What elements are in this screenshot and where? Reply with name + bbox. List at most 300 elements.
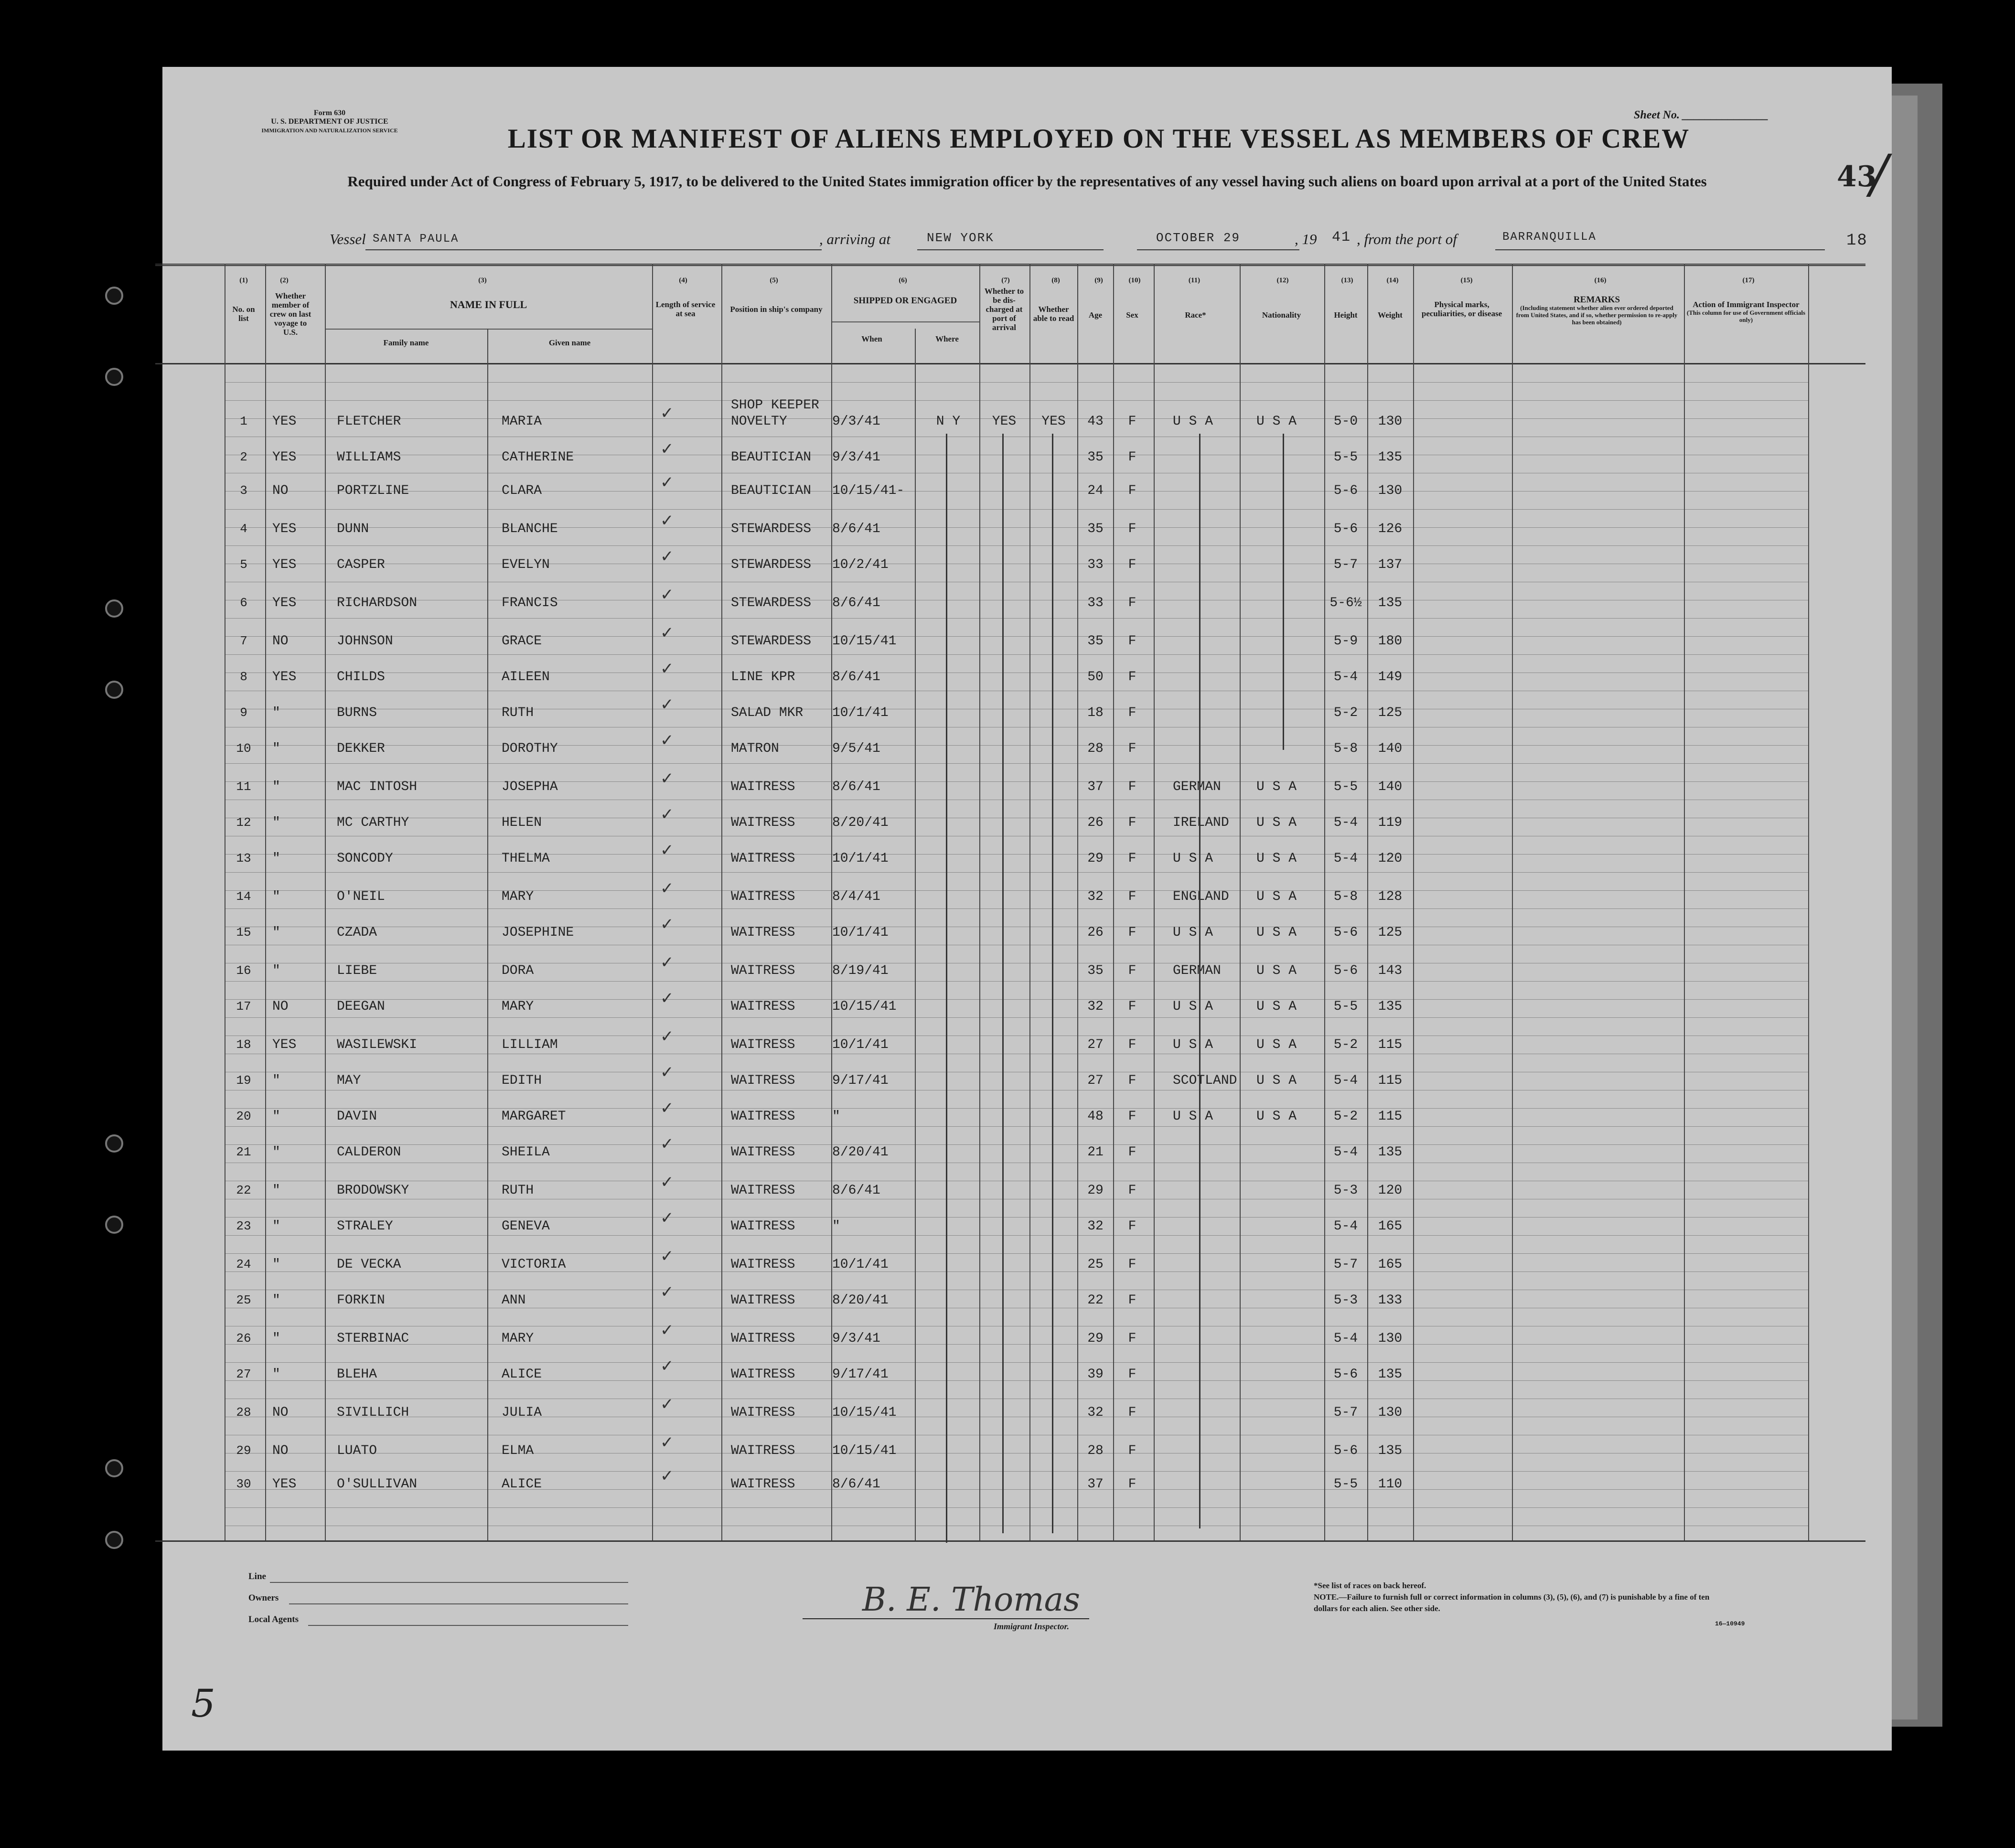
cell-no: 26	[236, 1331, 251, 1346]
binder-hole	[105, 1531, 123, 1549]
cell-sex: F	[1128, 483, 1136, 498]
check-mark-icon: ✓	[660, 1357, 674, 1375]
cell-sex: F	[1128, 705, 1136, 720]
cell-member: YES	[272, 522, 297, 536]
cell-when: 8/6/41	[832, 522, 880, 536]
column-rule	[1808, 264, 1809, 1540]
cell-discharged: YES	[992, 414, 1017, 429]
column-rule	[1684, 264, 1685, 1540]
cell-when: 10/1/41	[832, 1037, 889, 1052]
cell-member: "	[272, 889, 280, 904]
cell-given: MARY	[502, 1331, 534, 1346]
cell-height: 5-3	[1333, 1293, 1358, 1308]
header-subrule	[831, 321, 979, 322]
cell-position: WAITRESS	[731, 1405, 795, 1420]
cell-sex: F	[1128, 741, 1136, 756]
check-mark-icon: ✓	[660, 1064, 674, 1081]
cell-position: STEWARDESS	[731, 557, 812, 572]
cell-nat: U S A	[1256, 815, 1297, 830]
cell-no: 12	[236, 815, 251, 830]
from-port-label: , from the port of	[1357, 231, 1457, 247]
cell-no: 8	[240, 670, 247, 684]
cell-position: STEWARDESS	[731, 522, 812, 536]
column-number: (2)	[280, 277, 289, 284]
header-bottom-rule	[155, 363, 1865, 364]
check-mark-icon: ✓	[660, 1396, 674, 1413]
cell-family: DE VECKA	[337, 1257, 401, 1272]
footer-agents-label: Local Agents	[248, 1614, 299, 1624]
check-mark-icon: ✓	[660, 880, 674, 897]
cell-member: NO	[272, 999, 289, 1014]
cell-given: MARGARET	[502, 1109, 566, 1124]
cell-no: 27	[236, 1367, 251, 1381]
cell-read: YES	[1041, 414, 1066, 429]
cell-family: DEEGAN	[337, 999, 385, 1014]
cell-position: NOVELTY	[731, 414, 787, 429]
cell-weight: 135	[1378, 999, 1403, 1014]
ledger-rule	[225, 763, 1808, 764]
cell-no: 5	[240, 557, 247, 572]
cell-position: SALAD MKR	[731, 705, 804, 720]
cell-weight: 110	[1378, 1477, 1403, 1492]
cell-sex: F	[1128, 1109, 1136, 1124]
cell-sex: F	[1128, 557, 1136, 572]
cell-when: 9/3/41	[832, 450, 880, 465]
cell-position: WAITRESS	[731, 1037, 795, 1052]
cell-weight: 120	[1378, 1183, 1403, 1198]
ditto-stroke	[946, 434, 947, 1543]
check-mark-icon: ✓	[660, 1135, 674, 1153]
cell-family: RICHARDSON	[337, 596, 418, 610]
cell-age: 32	[1087, 999, 1104, 1014]
cell-family: PORTZLINE	[337, 483, 409, 498]
binder-hole	[105, 599, 123, 618]
check-mark-icon: ✓	[660, 806, 674, 823]
cell-when: 8/4/41	[832, 889, 880, 904]
cell-member: NO	[272, 1405, 289, 1420]
cell-race: SCOTLAND	[1173, 1073, 1237, 1088]
cell-position: WAITRESS	[731, 1183, 795, 1198]
form-header	[162, 109, 497, 135]
cell-sex: F	[1128, 1443, 1136, 1458]
cell-when: 9/17/41	[832, 1073, 889, 1088]
header-when: When	[861, 334, 882, 343]
cell-position: WAITRESS	[731, 1073, 795, 1088]
cell-no: 7	[240, 634, 247, 648]
cell-no: 19	[236, 1073, 251, 1088]
cell-no: 11	[236, 780, 251, 794]
cell-height: 5-5	[1333, 450, 1358, 465]
cell-when: 8/20/41	[832, 815, 889, 830]
service-name: IMMIGRATION AND NATURALIZATION SERVICE	[261, 127, 398, 134]
cell-position: WAITRESS	[731, 1443, 795, 1458]
cell-nat: U S A	[1256, 963, 1297, 978]
cell-weight: 137	[1378, 557, 1403, 572]
column-rule	[265, 264, 266, 1540]
cell-member: NO	[272, 634, 289, 649]
cell-age: 35	[1087, 634, 1104, 649]
cell-when: 10/2/41	[832, 557, 889, 572]
header-race: Race*	[1185, 310, 1206, 320]
cell-height: 5-8	[1333, 741, 1358, 756]
corner-slash-mark: /	[1870, 143, 1888, 204]
cell-race: GERMAN	[1173, 963, 1221, 978]
vessel-name: SANTA PAULA	[373, 233, 459, 246]
cell-member: "	[272, 1219, 280, 1234]
cell-when: "	[832, 1219, 840, 1234]
cell-nat: U S A	[1256, 851, 1297, 866]
column-number: (15)	[1460, 277, 1473, 284]
cell-family: BRODOWSKY	[337, 1183, 409, 1198]
header-given-name: Given name	[548, 338, 591, 347]
cell-sex: F	[1128, 1219, 1136, 1234]
cell-age: 32	[1087, 1219, 1104, 1234]
cell-given: GENEVA	[502, 1219, 550, 1234]
check-mark-icon: ✓	[660, 770, 674, 788]
cell-position-line1: SHOP KEEPER	[731, 398, 819, 413]
cell-weight: 128	[1378, 889, 1403, 904]
column-rule	[1077, 264, 1078, 1540]
cell-nat: U S A	[1256, 1037, 1297, 1052]
check-mark-icon: ✓	[660, 548, 674, 566]
document-subtitle: Required under Act of Congress of February 5, 1917, to be delivered to the United States immigration officer by the representatives of any vessel having such aliens on board upon arrival at a port of the United States	[347, 173, 1707, 190]
cell-age: 32	[1087, 889, 1104, 904]
cell-race: ENGLAND	[1173, 889, 1229, 904]
header-position: Position in ship's company	[730, 305, 823, 314]
cell-when: 10/1/41	[832, 851, 889, 866]
cell-weight: 135	[1378, 1443, 1403, 1458]
manifest-sheet	[162, 67, 1892, 1751]
arrival-year: 41	[1332, 229, 1351, 246]
cell-race: IRELAND	[1173, 815, 1229, 830]
cell-age: 33	[1087, 557, 1104, 572]
cell-no: 4	[240, 522, 247, 536]
header-discharged: Whether to be dis-charged at port of arrival	[984, 287, 1024, 332]
cell-race: U S A	[1173, 925, 1213, 940]
cell-position: WAITRESS	[731, 1331, 795, 1346]
check-mark-icon: ✓	[660, 1100, 674, 1117]
cell-member: "	[272, 815, 280, 830]
cell-position: WAITRESS	[731, 1109, 795, 1124]
cell-no: 18	[236, 1037, 251, 1052]
cell-nat: U S A	[1256, 414, 1297, 429]
column-number: (16)	[1594, 277, 1607, 284]
ledger-rule	[225, 382, 1808, 383]
cell-sex: F	[1128, 1293, 1136, 1308]
cell-weight: 119	[1378, 815, 1403, 830]
header-able-to-read: Whether able to read	[1033, 305, 1074, 323]
cell-family: SONCODY	[337, 851, 393, 866]
cell-age: 26	[1087, 925, 1104, 940]
header-height: Height	[1334, 310, 1358, 320]
cell-given: VICTORIA	[502, 1257, 566, 1272]
header-physical-marks: Physical marks, peculiarities, or disease	[1421, 300, 1502, 318]
cell-member: YES	[272, 557, 297, 572]
cell-position: WAITRESS	[731, 851, 795, 866]
cell-weight: 115	[1378, 1073, 1403, 1088]
cell-no: 13	[236, 851, 251, 865]
cell-no: 30	[236, 1477, 251, 1491]
cell-sex: F	[1128, 596, 1136, 610]
cell-sex: F	[1128, 1037, 1136, 1052]
cell-no: 28	[236, 1405, 251, 1420]
cell-sex: F	[1128, 1183, 1136, 1198]
cell-height: 5-6	[1333, 963, 1358, 978]
cell-sex: F	[1128, 1257, 1136, 1272]
cell-member: "	[272, 1331, 280, 1346]
binder-hole	[105, 287, 123, 305]
cell-age: 37	[1087, 1477, 1104, 1492]
footer-owners-label: Owners	[248, 1593, 279, 1603]
check-mark-icon: ✓	[660, 474, 674, 491]
check-mark-icon: ✓	[660, 696, 674, 714]
cell-sex: F	[1128, 1073, 1136, 1088]
cell-weight: 149	[1378, 670, 1403, 684]
column-number: (4)	[679, 277, 687, 284]
cell-weight: 115	[1378, 1109, 1403, 1124]
cell-height: 5-8	[1333, 889, 1358, 904]
cell-no: 14	[236, 889, 251, 904]
cell-family: CASPER	[337, 557, 385, 572]
cell-when: 8/6/41	[832, 670, 880, 684]
cell-where: N Y	[936, 414, 961, 429]
header-sex: Sex	[1126, 310, 1138, 320]
cell-position: WAITRESS	[731, 1367, 795, 1382]
cell-sex: F	[1128, 780, 1136, 794]
cell-age: 25	[1087, 1257, 1104, 1272]
cell-when: 8/6/41	[832, 1183, 880, 1198]
cell-age: 35	[1087, 963, 1104, 978]
cell-height: 5-4	[1333, 1073, 1358, 1088]
cell-weight: 130	[1378, 483, 1403, 498]
department-name: U. S. DEPARTMENT OF JUSTICE	[271, 118, 388, 126]
cell-age: 39	[1087, 1367, 1104, 1382]
cell-given: JOSEPHINE	[502, 925, 574, 940]
cell-no: 16	[236, 963, 251, 978]
cell-weight: 135	[1378, 1367, 1403, 1382]
column-rule	[1512, 264, 1513, 1540]
cell-given: MARY	[502, 999, 534, 1014]
cell-nat: U S A	[1256, 780, 1297, 794]
column-number: (13)	[1341, 277, 1353, 284]
cell-weight: 125	[1378, 705, 1403, 720]
cell-position: WAITRESS	[731, 780, 795, 794]
cell-nat: U S A	[1256, 999, 1297, 1014]
column-rule	[487, 329, 488, 1540]
cell-age: 21	[1087, 1145, 1104, 1160]
ledger-rule	[225, 1471, 1808, 1472]
cell-given: ELMA	[502, 1443, 534, 1458]
column-rule	[1413, 264, 1414, 1540]
cell-given: ALICE	[502, 1477, 542, 1492]
cell-no: 3	[240, 483, 247, 498]
cell-family: MAY	[337, 1073, 361, 1088]
cell-member: NO	[272, 1443, 289, 1458]
cell-age: 27	[1087, 1073, 1104, 1088]
cell-when: 10/15/41-	[832, 483, 905, 498]
ledger-rule	[225, 1507, 1808, 1508]
cell-height: 5-7	[1333, 557, 1358, 572]
column-rule	[325, 264, 326, 1540]
cell-family: MAC INTOSH	[337, 780, 418, 794]
cell-family: WILLIAMS	[337, 450, 401, 465]
margin-number: 5	[191, 1681, 215, 1726]
header-member-last-voyage: Whether member of crew on last voyage to U.S.	[269, 291, 311, 337]
cell-height: 5-4	[1333, 1331, 1358, 1346]
form-code: 16—10949	[1715, 1620, 1745, 1627]
cell-given: ANN	[502, 1293, 526, 1308]
cell-nat: U S A	[1256, 925, 1297, 940]
check-mark-icon: ✓	[660, 1283, 674, 1301]
ditto-stroke	[1002, 434, 1004, 1533]
cell-height: 5-5	[1333, 999, 1358, 1014]
column-rule	[1029, 264, 1030, 1540]
cell-no: 6	[240, 596, 247, 610]
ledger-rule	[225, 1235, 1808, 1236]
cell-weight: 126	[1378, 522, 1403, 536]
check-mark-icon: ✓	[660, 1467, 674, 1485]
cell-position: WAITRESS	[731, 1219, 795, 1234]
check-mark-icon: ✓	[660, 660, 674, 678]
cell-when: 10/15/41	[832, 634, 897, 649]
cell-position: WAITRESS	[731, 889, 795, 904]
cell-given: DORA	[502, 963, 534, 978]
cell-position: WAITRESS	[731, 1477, 795, 1492]
arrival-date: OCTOBER 29	[1156, 231, 1241, 245]
cell-position: WAITRESS	[731, 999, 795, 1014]
cell-age: 29	[1087, 851, 1104, 866]
cell-when: 8/20/41	[832, 1145, 889, 1160]
cell-position: STEWARDESS	[731, 634, 812, 649]
check-mark-icon: ✓	[660, 512, 674, 530]
cell-given: RUTH	[502, 705, 534, 720]
date-underline	[1137, 249, 1299, 250]
cell-height: 5-2	[1333, 705, 1358, 720]
cell-sex: F	[1128, 1405, 1136, 1420]
cell-family: O'SULLIVAN	[337, 1477, 418, 1492]
cell-age: 18	[1087, 705, 1104, 720]
cell-given: GRACE	[502, 634, 542, 649]
header-age: Age	[1088, 310, 1103, 320]
cell-family: BLEHA	[337, 1367, 377, 1382]
cell-position: WAITRESS	[731, 1257, 795, 1272]
header-nationality: Nationality	[1262, 310, 1301, 320]
cell-height: 5-2	[1333, 1109, 1358, 1124]
cell-height: 5-4	[1333, 1145, 1358, 1160]
cell-weight: 135	[1378, 596, 1403, 610]
cell-sex: F	[1128, 450, 1136, 465]
cell-weight: 180	[1378, 634, 1403, 649]
cell-weight: 135	[1378, 450, 1403, 465]
cell-position: MATRON	[731, 741, 779, 756]
ledger-rule	[225, 908, 1808, 909]
cell-weight: 143	[1378, 963, 1403, 978]
cell-member: "	[272, 1183, 280, 1198]
cell-when: 9/3/41	[832, 1331, 880, 1346]
cell-weight: 120	[1378, 851, 1403, 866]
inspector-signature: B. E. Thomas	[862, 1581, 1081, 1619]
cell-age: 50	[1087, 670, 1104, 684]
cell-when: 10/1/41	[832, 1257, 889, 1272]
cell-no: 15	[236, 925, 251, 940]
cell-family: CALDERON	[337, 1145, 401, 1160]
check-mark-icon: ✓	[660, 954, 674, 972]
ledger-rule	[225, 654, 1808, 655]
cell-sex: F	[1128, 1331, 1136, 1346]
cell-age: 48	[1087, 1109, 1104, 1124]
ledger-rule	[225, 1108, 1808, 1109]
column-number: (14)	[1386, 277, 1399, 284]
ditto-stroke	[1283, 434, 1284, 750]
cell-family: STRALEY	[337, 1219, 393, 1234]
cell-when: 8/20/41	[832, 1293, 889, 1308]
cell-member: YES	[272, 596, 297, 610]
cell-when: 9/17/41	[832, 1367, 889, 1382]
cell-sex: F	[1128, 815, 1136, 830]
cell-height: 5-7	[1333, 1257, 1358, 1272]
column-rule	[721, 264, 722, 1540]
cell-sex: F	[1128, 963, 1136, 978]
cell-position: BEAUTICIAN	[731, 450, 812, 465]
cell-family: BURNS	[337, 705, 377, 720]
cell-no: 10	[236, 741, 251, 756]
cell-height: 5-6	[1333, 1367, 1358, 1382]
departure-port: BARRANQUILLA	[1502, 231, 1597, 244]
cell-member: YES	[272, 670, 297, 684]
check-mark-icon: ✓	[660, 1028, 674, 1046]
cell-position: WAITRESS	[731, 1145, 795, 1160]
cell-position: WAITRESS	[731, 815, 795, 830]
cell-given: CATHERINE	[502, 450, 574, 465]
ledger-rule	[225, 509, 1808, 510]
cell-sex: F	[1128, 522, 1136, 536]
arriving-label: , arriving at	[819, 231, 890, 247]
check-mark-icon: ✓	[660, 440, 674, 458]
cell-member: "	[272, 1367, 280, 1382]
cell-height: 5-4	[1333, 815, 1358, 830]
column-number: (7)	[1001, 277, 1010, 284]
cell-age: 35	[1087, 522, 1104, 536]
check-mark-icon: ✓	[660, 586, 674, 604]
cell-weight: 140	[1378, 741, 1403, 756]
cell-weight: 165	[1378, 1219, 1403, 1234]
header-action-inspector: Action of Immigrant Inspector (This column for use of Government officials only)	[1686, 300, 1806, 323]
cell-given: THELMA	[502, 851, 550, 866]
check-mark-icon: ✓	[660, 916, 674, 933]
arrival-port: NEW YORK	[927, 231, 994, 245]
cell-height: 5-6	[1333, 483, 1358, 498]
header-family-name: Family name	[383, 338, 429, 347]
inspector-label: Immigrant Inspector.	[994, 1622, 1070, 1631]
cell-sex: F	[1128, 925, 1136, 940]
cell-nat: U S A	[1256, 1109, 1297, 1124]
cell-height: 5-4	[1333, 1219, 1358, 1234]
cell-given: JULIA	[502, 1405, 542, 1420]
cell-given: MARIA	[502, 414, 542, 429]
column-number: (8)	[1051, 277, 1060, 284]
cell-given: LILLIAM	[502, 1037, 558, 1052]
column-number: (5)	[770, 277, 778, 284]
footer-line-underline	[270, 1582, 628, 1583]
cell-age: 43	[1087, 414, 1104, 429]
header-no-on-list: No. on list	[232, 305, 255, 323]
cell-given: SHEILA	[502, 1145, 550, 1160]
cell-no: 29	[236, 1443, 251, 1458]
cell-family: DUNN	[337, 522, 369, 536]
cell-when: 10/15/41	[832, 999, 897, 1014]
cell-weight: 165	[1378, 1257, 1403, 1272]
cell-age: 37	[1087, 780, 1104, 794]
